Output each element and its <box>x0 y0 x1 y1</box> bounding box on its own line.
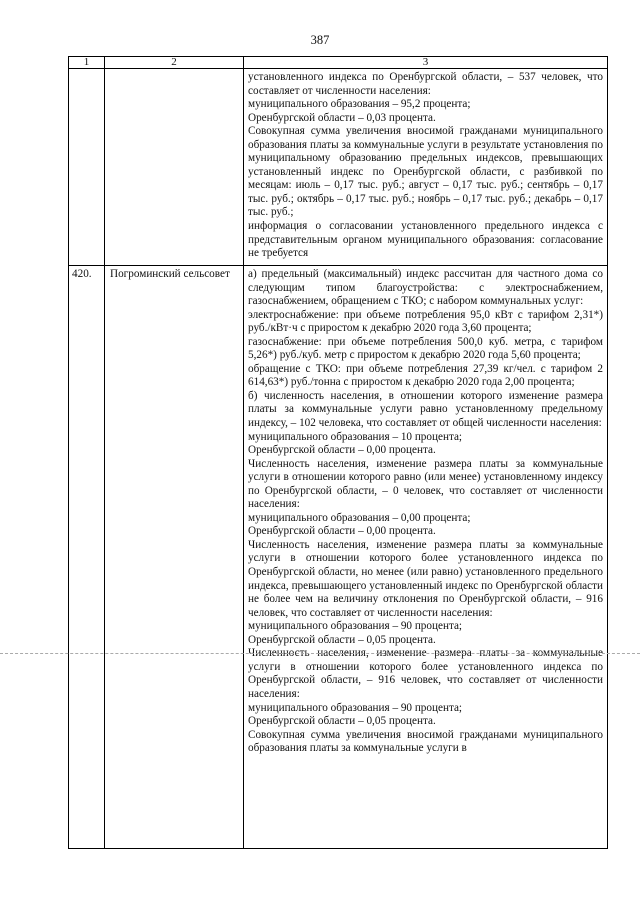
paragraph: электроснабжение: при объеме потребления 95,0 кВт с тарифом 2,31*) руб./кВт·ч с приростом к декабрю 2020 года 3,60 процента; <box>248 308 603 335</box>
paragraph: Численность населения, изменение размера платы за коммунальные услуги в отношении которого равно (или менее) установленному индексу по Оренбургской области, – 0 человек, что составляет от численности населения: <box>248 457 603 511</box>
paragraph: Оренбургской области – 0,00 процента. <box>248 525 436 538</box>
column-header-2: 2 <box>105 57 244 69</box>
continued-text <box>244 69 608 266</box>
paragraph: а) предельный (максимальный) индекс рассчитан для частного дома со следующим типом благоустройства: с электроснабжением, газоснабжением, обращением с ТКО; с набором коммунальных услуг: <box>248 268 603 308</box>
page-number: 387 <box>310 33 330 47</box>
paragraph: б) численность населения, в отношении которого изменение размера платы за коммунальные услуги равно установленному предельному индексу, – 102 человека, что составляет от общей численности населения: <box>248 389 603 430</box>
table-row-420 <box>69 266 608 849</box>
paragraph: Оренбургской области – 0,05 процента. <box>248 715 436 728</box>
row-text <box>244 266 608 849</box>
paragraph: информация о согласовании установленного предельного индекса с представительным органом муниципального образования: согласование не требуется <box>248 220 603 260</box>
paragraph: Совокупная сумма увеличения вносимой гражданами муниципального образования платы за коммунальные услуги в <box>248 728 603 755</box>
row-number: 420. <box>69 266 105 849</box>
paragraph: муниципального образования – 10 процента; <box>248 430 463 443</box>
paragraph: муниципального образования – 90 процента; <box>248 620 463 633</box>
column-header-row <box>69 57 608 69</box>
column-header-1: 1 <box>69 57 105 69</box>
scan-fold-line <box>0 653 640 654</box>
paragraph: газоснабжение: при объеме потребления 500,0 куб. метра, с тарифом 5,26*) руб./куб. метр с приростом к декабрю 2020 года 5,60 процента; <box>248 335 603 362</box>
index-table <box>68 56 608 849</box>
continued-row <box>69 69 608 266</box>
paragraph: установленного индекса по Оренбургской области, – 537 человек, что составляет от численности населения: <box>248 71 603 97</box>
paragraph: муниципального образования – 0,00 процента; <box>248 511 471 524</box>
paragraph: Численность населения, изменение размера платы за коммунальные услуги в отношении которого более установленного индекса по Оренбургской области, но менее (или равно) установленного предельного индекса, превышающего установленный индекс по Оренбургской области не более чем на величину отклонения по Оренбургской области, – 916 человек, что составляет от численности населения: <box>248 538 603 619</box>
column-header-3: 3 <box>244 57 608 69</box>
paragraph: Оренбургской области – 0,05 процента. <box>248 633 436 646</box>
paragraph: обращение с ТКО: при объеме потребления 27,39 кг/чел. с тарифом 2 614,63*) руб./тонна с приростом к декабрю 2020 года 2,00 процента; <box>248 362 603 389</box>
paragraph: Численность населения, изменение размера платы за коммунальные услуги в отношении которого более установленного индекса по Оренбургской области, – 916 человек, что составляет от численности населения: <box>248 647 603 700</box>
paragraph: муниципального образования – 95,2 процента; <box>248 98 471 111</box>
municipality-name: Погроминский сельсовет <box>105 266 244 849</box>
paragraph: Оренбургской области – 0,00 процента. <box>248 444 436 457</box>
paragraph: Совокупная сумма увеличения вносимой гражданами муниципального образования платы за коммунальные услуги в результате установления по муниципальному образованию предельных индексов, превышающих установленный индекс по Оренбургской области, с разбивкой по месяцам: июль – 0,17 тыс. руб.; август – 0,17 тыс. руб.; сентябрь – 0,17 тыс. руб.; октябрь – 0,17 тыс. руб.; ноябрь – 0,17 тыс. руб.; декабрь – 0,17 тыс. руб.; <box>248 125 603 219</box>
paragraph: Оренбургской области – 0,03 процента. <box>248 111 436 124</box>
paragraph: муниципального образования – 90 процента; <box>248 701 463 714</box>
